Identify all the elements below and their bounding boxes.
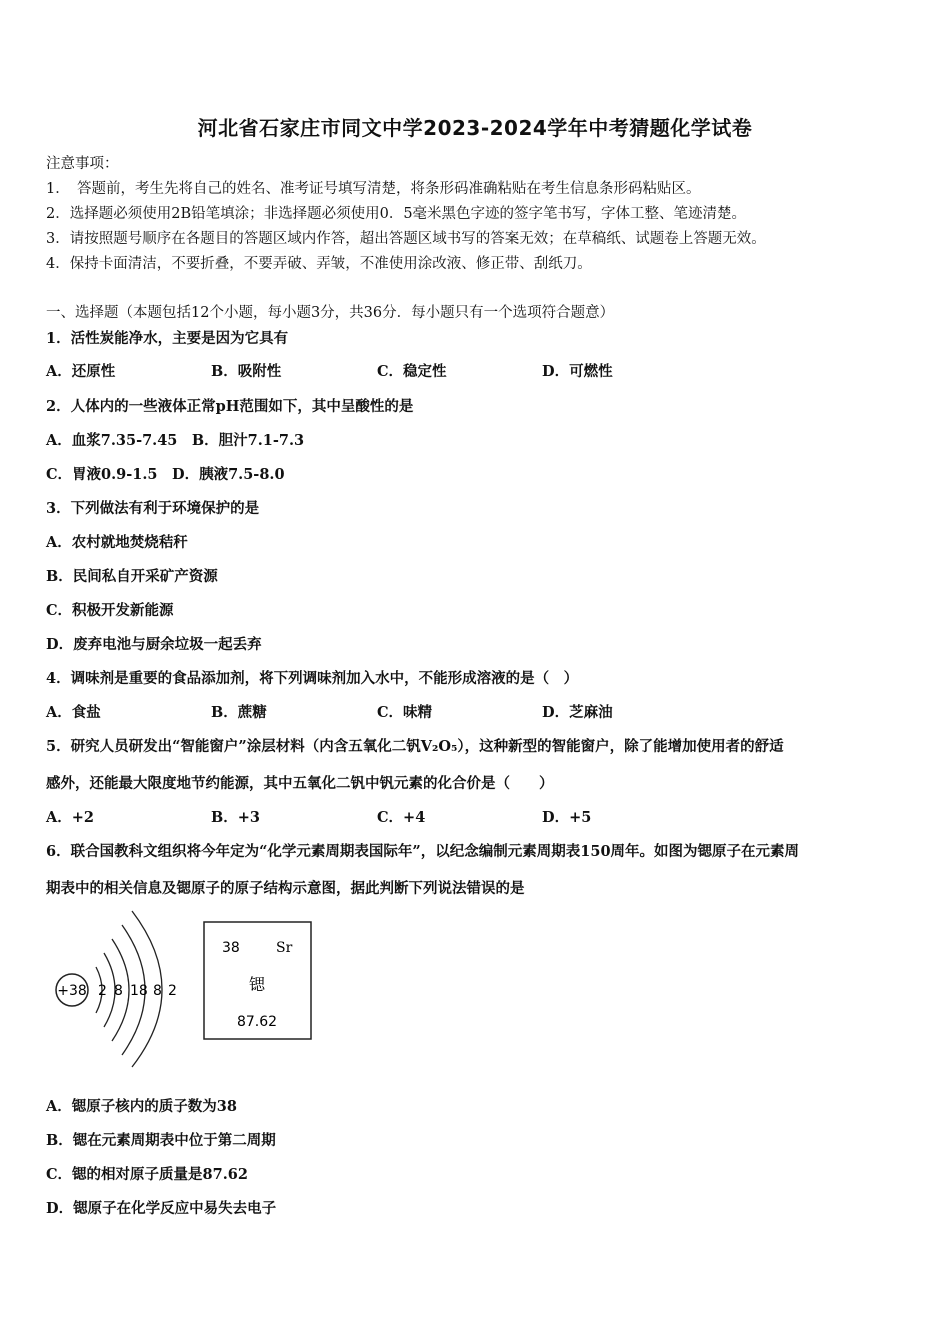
question-4-option-d: D．芝麻油 [542,704,613,721]
question-6-stem-line1: 6．联合国教科文组织将今年定为“化学元素周期表国际年”，以纪念编制元素周期表150周年。如图为锶原子在元素周 [46,843,800,860]
question-6-option-a: A．锶原子核内的质子数为38 [46,1098,237,1115]
atom-structure-diagram [56,911,177,1067]
shell-4-electrons: 8 [153,983,162,999]
page-title: 河北省石家庄市同文中学2023-2024学年中考猜题化学试卷 [197,116,753,140]
question-5-stem-line1: 5．研究人员研发出“智能窗户”涂层材料（内含五氧化二钒V₂O₅），这种新型的智能窗户，除了能增加使用者的舒适 [46,738,784,755]
question-6-stem-line2: 期表中的相关信息及锶原子的原子结构示意图，据此判断下列说法错误的是 [46,880,525,897]
section-heading: 一、选择题（本题包括12个小题，每小题3分，共36分．每小题只有一个选项符合题意） [46,305,615,321]
question-3-stem: 3．下列做法有利于环境保护的是 [46,500,260,517]
question-2-options-ab: A．血浆7.35-7.45 B．胆汁7.1-7.3 [46,432,305,449]
question-5-option-b: B．+3 [211,809,260,826]
question-6-option-d: D．锶原子在化学反应中易失去电子 [46,1200,277,1217]
question-2-stem: 2．人体内的一些液体正常pH范围如下，其中呈酸性的是 [46,398,414,415]
question-6-option-b: B．锶在元素周期表中位于第二周期 [46,1132,276,1149]
question-6-option-c: C．锶的相对原子质量是87.62 [46,1166,248,1183]
question-5-stem-line2: 感外，还能最大限度地节约能源，其中五氧化二钒中钒元素的化合价是（ ） [46,775,554,792]
question-1-option-c: C．稳定性 [377,363,447,380]
question-4-option-a: A．食盐 [46,704,101,721]
question-1-stem: 1．活性炭能净水，主要是因为它具有 [46,330,289,347]
atomic-number: 38 [222,940,240,956]
question-4-option-b: B．蔗糖 [211,704,267,721]
note-item-4: 4．保持卡面清洁，不要折叠，不要弄破、弄皱，不准使用涂改液、修正带、刮纸刀。 [46,256,592,272]
question-1-option-a: A．还原性 [46,363,116,380]
question-3-option-b: B．民间私自开采矿产资源 [46,568,218,585]
question-4-option-c: C．味精 [377,704,433,721]
note-item-2: 2．选择题必须使用2B铅笔填涂；非选择题必须使用0．5毫米黑色字迹的签字笔书写，字体工整、笔迹清楚。 [46,206,747,222]
question-3-option-a: A．农村就地焚烧秸秆 [46,534,188,551]
question-1-option-b: B．吸附性 [211,363,282,380]
question-5-option-d: D．+5 [542,809,592,826]
question-5-option-c: C．+4 [377,809,426,826]
periodic-table-cell [204,922,311,1039]
nucleus-charge: +38 [57,983,87,999]
strontium-figure [46,905,346,1070]
question-5-option-a: A．+2 [46,809,94,826]
atomic-mass: 87.62 [236,1014,278,1030]
question-1-option-d: D．可燃性 [542,363,613,380]
shell-5-electrons: 2 [168,983,177,999]
shell-2-electrons: 8 [114,983,123,999]
shell-3-electrons: 18 [130,983,148,999]
note-item-1: 1． 答题前，考生先将自己的姓名、准考证号填写清楚，将条形码准确粘贴在考生信息条形码粘贴区。 [46,181,701,197]
shell-1-electrons: 2 [98,983,107,999]
element-symbol: Sr [276,940,293,956]
question-4-stem: 4．调味剂是重要的食品添加剂，将下列调味剂加入水中，不能形成溶液的是（ ） [46,670,579,687]
question-3-option-d: D．废弃电池与厨余垃圾一起丢弃 [46,636,262,653]
question-3-option-c: C．积极开发新能源 [46,602,174,619]
notes-heading: 注意事项： [46,156,119,172]
question-2-options-cd: C．胃液0.9-1.5 D．胰液7.5-8.0 [46,466,285,483]
element-name: 锶 [248,975,266,994]
note-item-3: 3．请按照题号顺序在各题目的答题区域内作答，超出答题区域书写的答案无效；在草稿纸、试题卷上答题无效。 [46,231,766,247]
